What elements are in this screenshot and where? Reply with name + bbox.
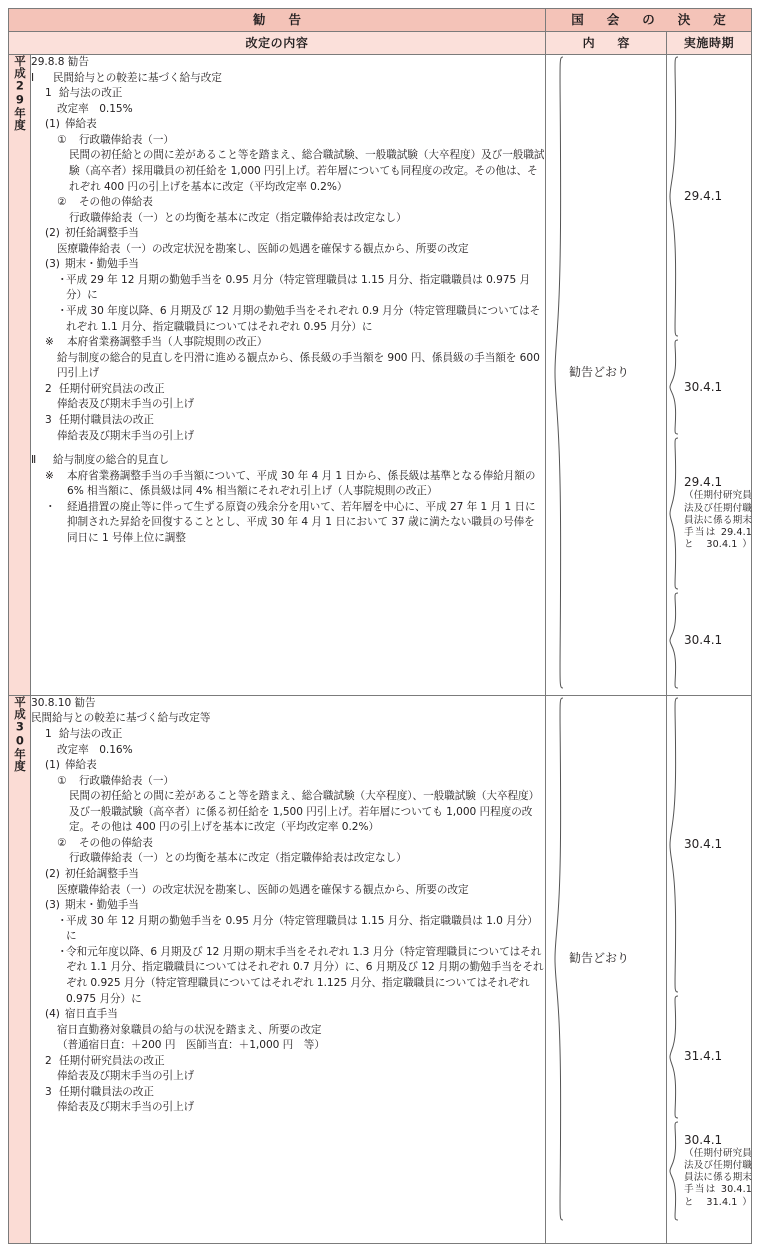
- timing-label: [680, 380, 722, 395]
- content-line: [45, 226, 545, 242]
- content-text: その他の俸給表: [79, 196, 153, 209]
- list-marker: ※: [45, 336, 54, 349]
- content-text: その他の俸給表: [79, 836, 153, 849]
- content-text: 民間の初任給との間に差があること等を踏まえ、総合職試験、一般職試験（大卒程度）及び一般職試験（高卒者）採用職員の初任給を 1,000 円引上げ。若年層についても同程度の改定。その他は、それぞれ 400 円の引上げを基本に改定（平均改定率 0.2%）: [69, 149, 545, 193]
- content-line: [45, 117, 545, 133]
- content-line: [31, 55, 545, 71]
- timing-brace-group: [669, 339, 722, 435]
- content-text: 俸給表: [65, 759, 97, 772]
- list-marker: 3: [45, 1085, 52, 1098]
- list-marker: 2: [45, 382, 52, 395]
- content-line: [57, 273, 545, 304]
- curly-brace-icon: [669, 995, 680, 1119]
- content-text: 経過措置の廃止等に伴って生ずる原資の残余分を用いて、若年層を中心に、平成 27 年 1 月 1 日に抑制された昇給を回復することとし、平成 30 年 4 月 1 日において 37 歳に満たない職員の号俸を同日に 1 号俸上位に調整: [67, 500, 536, 544]
- list-marker: ②: [57, 836, 67, 849]
- content-text: 給与制度の総合的見直しを円滑に進める観点から、係長級の手当額を 900 円、係員級の手当額を 600 円引上げ: [57, 351, 540, 380]
- timing-note: （任期付研究員法及び任期付職員法に係る期末手当は 29.4.1 と 30.4.1）: [683, 490, 752, 551]
- content-text: 給与制度の総合的見直し: [53, 454, 170, 467]
- content-text: 民間の初任給との間に差があること等を踏まえ、総合職試験（大卒程度）、一般職試験（大卒程度）及び一般職試験（高卒者）に係る初任給を 1,500 円引上げ。若年層についても 1,000 円程度の改定。その他は 400 円の引上げを基本に改定（平均改定率 0.2%）: [69, 790, 540, 834]
- list-marker: 3: [45, 413, 52, 426]
- content-line: [45, 1007, 545, 1023]
- decision-text: 勧告どおり: [568, 951, 629, 966]
- timing-date: 30.4.1: [683, 379, 723, 394]
- content-text: 医療職俸給表（一）の改定状況を勘案し、医師の処遇を確保する観点から、所要の改定: [57, 242, 469, 255]
- curly-brace-icon: [669, 1121, 680, 1221]
- content-text: 期末・勤勉手当: [65, 899, 139, 912]
- list-marker: (3): [45, 258, 60, 271]
- list-marker: (4): [45, 1008, 60, 1021]
- curly-brace-icon: [669, 56, 680, 337]
- content-line: [45, 257, 545, 273]
- content-text: 平成 30 年 12 月期の勤勉手当を 0.95 月分（特定管理職員は 1.15 月分、指定職職員は 1.0 月分）に: [66, 914, 538, 943]
- decision-brace-group: [554, 56, 629, 689]
- content-text: 改定率 0.16%: [57, 743, 133, 756]
- timing-label: [680, 475, 752, 551]
- timing-label: [680, 1133, 752, 1209]
- content-text: 俸給表及び期末手当の引上げ: [57, 429, 195, 442]
- fiscal-year-label: 平成29年度: [12, 55, 27, 131]
- list-marker: Ⅰ: [31, 71, 35, 84]
- content-line: [57, 429, 545, 445]
- decision-label: [565, 951, 629, 966]
- content-line: [69, 211, 545, 227]
- content-text: 行政職俸給表（一）: [79, 133, 174, 146]
- decision-label: [565, 365, 629, 380]
- content-text: 期末・勤勉手当: [65, 258, 139, 271]
- content-text: 30.8.10 勧告: [31, 696, 96, 709]
- content-line: [57, 133, 545, 149]
- header-content-of-revision: 改定の内容: [9, 32, 546, 55]
- list-marker: (3): [45, 899, 60, 912]
- header-timing: 実施時期: [666, 32, 751, 55]
- list-marker: (1): [45, 759, 60, 772]
- content-line: [57, 1100, 545, 1116]
- content-line: [57, 304, 545, 335]
- content-line: [69, 851, 545, 867]
- content-text: 任期付職員法の改正: [59, 413, 154, 426]
- list-marker: ①: [57, 774, 67, 787]
- content-text: 任期付研究員法の改正: [59, 1054, 165, 1067]
- content-text: （普通宿日直：＋200 円 医師当直：＋1,000 円 等）: [57, 1039, 325, 1052]
- content-line: [31, 711, 545, 727]
- list-marker: 1: [45, 87, 52, 100]
- list-marker: ②: [57, 196, 67, 209]
- list-marker: ・: [57, 273, 68, 286]
- content-text: 医療職俸給表（一）の改定状況を勘案し、医師の処遇を確保する観点から、所要の改定: [57, 883, 469, 896]
- content-line: [57, 242, 545, 258]
- revision-content-cell: [31, 55, 546, 696]
- content-line: [57, 397, 545, 413]
- content-line: [57, 351, 545, 382]
- paragraph-spacer: [31, 444, 545, 453]
- timing-label: [680, 189, 722, 204]
- decision-text: 勧告どおり: [568, 365, 629, 379]
- content-line: [57, 1038, 545, 1054]
- timing-label: [680, 633, 722, 648]
- list-marker: ※: [45, 469, 54, 482]
- timing-date: 29.4.1: [683, 189, 723, 203]
- content-text: 本府省業務調整手当の手当額について、平成 30 年 4 月 1 日から、係長級は基準となる俸給月額の 6% 相当額に、係員級は同 4% 相当額にそれぞれ引上げ（人事院規則の改正）: [67, 469, 536, 498]
- content-text: 令和元年度以降、6 月期及び 12 月期の期末手当をそれぞれ 1.3 月分（特定管理職員についてはそれぞれ 1.1 月分、指定職職員についてはそれぞれ 0.7 月分）に、6 月期及び 12 月期の勤勉手当をそれぞれ 0.925 月分（特定管理職員についてはそれぞれ 1.125 月分、指定職職員についてはそれぞれ 0.975 月分）に: [66, 945, 544, 1005]
- content-text: 29.8.8 勧告: [31, 56, 89, 68]
- content-line: [57, 195, 545, 211]
- content-text: 宿日直勤務対象職員の給与の状況を踏まえ、所要の改定: [57, 1023, 322, 1036]
- content-line: [57, 743, 545, 759]
- content-text: 改定率 0.15%: [57, 102, 133, 115]
- header-row-top: [9, 9, 752, 32]
- content-text: 任期付職員法の改正: [59, 1085, 154, 1098]
- content-text: 平成 29 年 12 月期の勤勉手当を 0.95 月分（特定管理職員は 1.15 月分、指定職職員は 0.975 月分）に: [66, 273, 531, 302]
- revision-content-cell: [31, 695, 546, 1243]
- list-marker: ①: [57, 133, 67, 146]
- content-line: [57, 883, 545, 899]
- implementation-timing-cell: [666, 695, 751, 1243]
- header-diet-decision: 国 会 の 決 定: [545, 9, 751, 32]
- timing-date: 29.4.1: [683, 475, 723, 490]
- list-marker: (1): [45, 118, 60, 131]
- content-line: [45, 469, 545, 500]
- content-line: [45, 413, 545, 429]
- content-line: [45, 335, 545, 351]
- content-line: [45, 727, 545, 743]
- list-marker: Ⅱ: [31, 454, 37, 467]
- diet-decision-content-cell: [545, 695, 666, 1243]
- table-header: [9, 9, 752, 55]
- timing-date: 30.4.1: [683, 1132, 723, 1147]
- content-text: 給与法の改正: [59, 727, 123, 740]
- implementation-timing-cell: [666, 55, 751, 696]
- content-text: 俸給表及び期末手当の引上げ: [57, 398, 195, 411]
- content-text: 宿日直手当: [65, 1008, 118, 1021]
- table-row: [9, 695, 752, 1243]
- content-text: 平成 30 年度以降、6 月期及び 12 月期の勤勉手当をそれぞれ 0.9 月分（特定管理職員についてはそれぞれ 1.1 月分、指定職職員についてはそれぞれ 0.95 月分）に: [66, 305, 541, 333]
- content-line: [57, 945, 545, 1007]
- content-line: [57, 774, 545, 790]
- content-text: 給与法の改正: [59, 87, 123, 100]
- content-line: [31, 71, 545, 87]
- content-text: 民間給与との較差に基づく給与改定等: [31, 712, 211, 725]
- content-text: 民間給与との較差に基づく給与改定: [53, 71, 222, 84]
- content-text: 任期付研究員法の改正: [59, 382, 165, 395]
- fiscal-year-cell: [9, 695, 31, 1243]
- list-marker: 1: [45, 727, 52, 740]
- content-line: [69, 148, 545, 195]
- content-text: 俸給表及び期末手当の引上げ: [57, 1101, 195, 1114]
- timing-date: 31.4.1: [683, 1049, 723, 1064]
- content-line: [45, 1085, 545, 1101]
- curly-brace-icon: [554, 56, 565, 689]
- content-line: [57, 836, 545, 852]
- header-content: 内 容: [545, 32, 666, 55]
- content-line: [31, 696, 545, 712]
- timing-note: （任期付研究員法及び任期付職員法に係る期末手当は 30.4.1 と 31.4.1）: [683, 1147, 752, 1208]
- content-text: 俸給表: [65, 118, 97, 131]
- timing-date: 30.4.1: [683, 837, 723, 852]
- content-text: 俸給表及び期末手当の引上げ: [57, 1070, 195, 1083]
- list-marker: 2: [45, 1054, 52, 1067]
- content-line: [45, 898, 545, 914]
- content-text: 行政職俸給表（一）: [79, 774, 174, 787]
- list-marker: ・: [45, 500, 56, 513]
- header-recommendation: 勧 告: [9, 9, 546, 32]
- fiscal-year-cell: [9, 55, 31, 696]
- content-line: [57, 1069, 545, 1085]
- content-text: 初任給調整手当: [65, 227, 139, 240]
- timing-brace-group: [669, 592, 722, 689]
- timing-brace-group: [669, 1121, 752, 1221]
- diet-decision-content-cell: [545, 55, 666, 696]
- timing-brace-group: [669, 437, 752, 590]
- timing-date: 30.4.1: [683, 633, 723, 647]
- content-line: [45, 758, 545, 774]
- decision-brace-group: [554, 697, 629, 1221]
- content-line: [45, 382, 545, 398]
- header-row-sub: [9, 32, 752, 55]
- curly-brace-icon: [554, 697, 565, 1221]
- content-line: [57, 102, 545, 118]
- table-body: [9, 55, 752, 1244]
- table-row: [9, 55, 752, 696]
- content-line: [69, 789, 545, 836]
- salary-revision-table: [8, 8, 752, 1244]
- content-text: 初任給調整手当: [65, 868, 139, 881]
- list-marker: ・: [57, 945, 68, 958]
- list-marker: ・: [57, 305, 68, 317]
- content-line: [57, 914, 545, 945]
- curly-brace-icon: [669, 592, 680, 689]
- list-marker: (2): [45, 868, 60, 881]
- content-text: 行政職俸給表（一）との均衡を基本に改定（指定職俸給表は改定なし）: [69, 852, 407, 865]
- content-line: [57, 1023, 545, 1039]
- content-line: [45, 867, 545, 883]
- timing-brace-group: [669, 995, 722, 1119]
- timing-label: [680, 837, 722, 852]
- list-marker: ・: [57, 914, 68, 927]
- content-text: 本府省業務調整手当（人事院規則の改正）: [67, 336, 268, 349]
- timing-brace-group: [669, 697, 722, 993]
- timing-brace-group: [669, 56, 722, 337]
- curly-brace-icon: [669, 697, 680, 993]
- content-line: [45, 86, 545, 102]
- content-text: 行政職俸給表（一）との均衡を基本に改定（指定職俸給表は改定なし）: [69, 211, 407, 224]
- fiscal-year-label: 平成30年度: [12, 695, 27, 772]
- curly-brace-icon: [669, 339, 680, 435]
- timing-label: [680, 1049, 722, 1064]
- content-line: [31, 453, 545, 469]
- content-line: [45, 500, 545, 547]
- curly-brace-icon: [669, 437, 680, 590]
- list-marker: (2): [45, 227, 60, 240]
- content-line: [45, 1054, 545, 1070]
